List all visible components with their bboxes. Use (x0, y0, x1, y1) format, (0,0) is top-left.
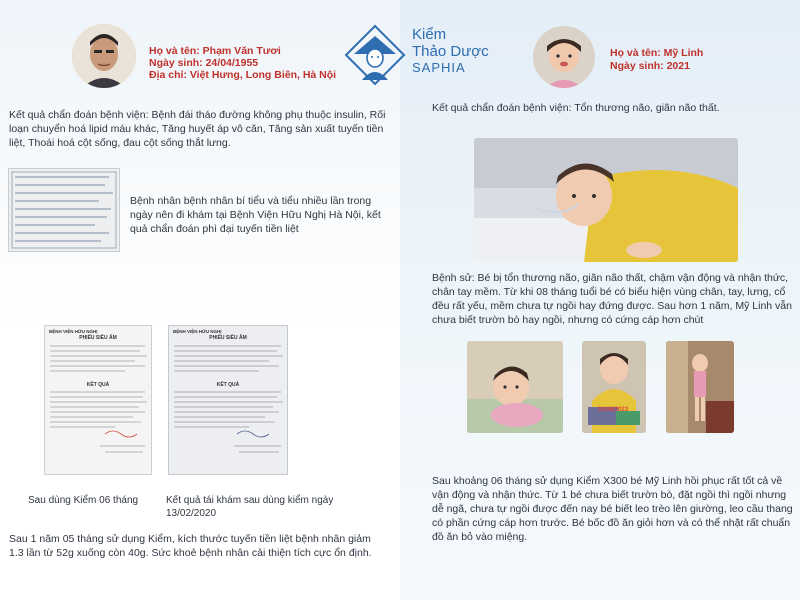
right-diagnosis: Kết quả chẩn đoán bệnh viện: Tổn thương não, giãn não thất. (432, 102, 720, 114)
ultrasound-report-2 (168, 325, 288, 475)
report-1-caption: Sau dùng Kiểm 06 tháng (28, 495, 139, 506)
right-patient-birth: Ngày sinh: 2021 (610, 60, 690, 72)
right-patient-name: Họ và tên: Mỹ Linh (610, 47, 704, 59)
brand-logo-icon (344, 24, 406, 86)
progress-photo-1 (467, 341, 563, 433)
left-patient-name: Họ và tên: Phạm Văn Tươi (149, 45, 281, 57)
left-patient-address: Địa chỉ: Việt Hưng, Long Biên, Hà Nội (149, 69, 337, 81)
medical-record-scan (8, 168, 120, 252)
photo-date-stamp: 01/06/2023 (598, 407, 629, 413)
left-patient-birth: Ngày sinh: 24/04/1955 (149, 57, 259, 69)
report-2-caption: Kết quả tái khám sau dùng kiểm ngày 13/02/2020 (166, 495, 334, 519)
patient-avatar-left (72, 24, 136, 88)
right-outcome: Sau khoảng 06 tháng sử dụng Kiểm X300 bé Mỹ Linh hồi phục rất tốt cả về vận động và nhận thức. Từ 1 bé chưa biết trườn bò, đặt ngồi thì ngồi nhưng dễ ngã, chưa tự ngồi được đến nay bé biết leo trèo lên giường, leo cầu thang có phần cứng cáp hơn trước. Bé bốc đồ ăn giỏi hơn và có thể nhặt rất chuẩn đồ ăn bỏ vào miệng. (432, 475, 793, 543)
report-1-title: PHIẾU SIÊU ÂM (79, 335, 117, 341)
progress-photo-2 (582, 341, 646, 433)
report-2-header: BỆNH VIỆN HỮU NGHỊ (173, 329, 222, 334)
progress-photo-3 (666, 341, 734, 433)
report-2-title: PHIẾU SIÊU ÂM (209, 335, 247, 341)
brand-name-line2: Thảo Dược (412, 43, 489, 60)
left-diagnosis: Kết quả chẩn đoán bệnh viện: Bệnh đái tháo đường không phụ thuộc insulin, Rối loạn chuyển hoá lipid máu khác, Tăng huyết áp vô căn, Tăng sản xuất tuyến tiền liệt, Thoái hoá cột sống, đau cột sống thắt lưng. (9, 109, 386, 149)
brand-name (412, 26, 489, 75)
report-1-result: KẾT QUẢ (86, 382, 110, 388)
left-outcome: Sau 1 năm 05 tháng sử dụng Kiểm, kích thước tuyến tiền liệt bệnh nhân giảm 1.3 lần từ 52g xuống còn 40g. Sức khoẻ bệnh nhân cải thiện tích cực ổn định. (9, 533, 372, 559)
left-exam-note: Bệnh nhân bệnh nhân bí tiểu và tiểu nhiều lần trong ngày nên đi khám tại Bệnh Viện Hữu Nghị Hà Nội, kết quả chẩn đoán phì đại tuyến tiền liệt (130, 195, 381, 235)
right-history: Bệnh sử: Bé bị tổn thương não, giãn não thất, chậm vận động và nhận thức, chân tay mềm. Từ khi 08 tháng tuổi bé có biểu hiện vùng chân, tay, lưng, cổ đều rất yếu, mềm chưa tự ngồi hay đứng được. Sau hơn 1 năm, Mỹ Linh vẫn chưa biết trườn bò hay ngồi, nhưng có cứng cáp hơn chút (432, 272, 792, 326)
brand-name-line1: Kiểm (412, 26, 447, 43)
brand-name-line3: SAPHIA (412, 60, 466, 75)
ultrasound-report-1 (44, 325, 152, 475)
report-2-result: KẾT QUẢ (216, 382, 240, 388)
report-1-header: BỆNH VIỆN HỮU NGHỊ (49, 329, 98, 334)
patient-avatar-right (533, 26, 595, 88)
hospital-photo (474, 138, 738, 262)
